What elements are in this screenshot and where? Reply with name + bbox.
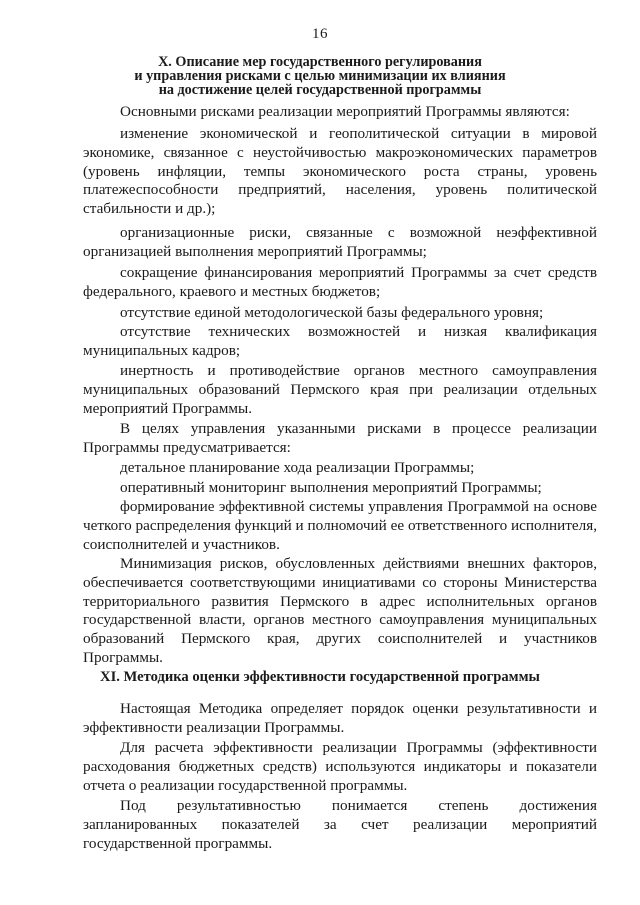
paragraph: Основными рисками реализации мероприятий Программы являются: (120, 103, 570, 120)
paragraph: отсутствие единой методологической базы федерального уровня; (120, 304, 544, 321)
paragraph: отсутствие технических возможностей и низкая квалификация муниципальных кадров; (83, 323, 597, 359)
paragraph: В целях управления указанными рисками в процессе реализации Программы предусматривается: (83, 420, 597, 456)
paragraph: инертность и противодействие органов местного самоуправления муниципальных образований Пермского края при реализации отдельных мероприятий Программы. (83, 362, 597, 417)
paragraph: оперативный мониторинг выполнения мероприятий Программы; (120, 479, 542, 496)
paragraph: формирование эффективной системы управления Программой на основе четкого распределения функций и полномочий ее ответственного исполнителя, соисполнителей и участников. (83, 498, 597, 553)
paragraph: Настоящая Методика определяет порядок оценки результативности и эффективности реализации Программы. (83, 700, 597, 736)
section-x-title-line: X. Описание мер государственного регулирования (158, 54, 482, 70)
section-x-title-line: на достижение целей государственной программы (158, 82, 482, 98)
paragraph: Минимизация рисков, обусловленных действиями внешних факторов, обеспечивается соответствующими инициативами со стороны Министерства территориального развития Пермского в адрес исполнительных органов государственной власти, органов местного самоуправления муниципальных образований Пермского края, других соисполнителей и участников Программы. (83, 555, 597, 666)
paragraph: детальное планирование хода реализации Программы; (120, 459, 475, 476)
section-xi-heading: XI. Методика оценки эффективности государственной программы (100, 669, 540, 685)
paragraph: Под результативностью понимается степень достижения запланированных показателей за счет реализации мероприятий государственной программы. (83, 797, 597, 852)
paragraph: изменение экономической и геополитической ситуации в мировой экономике, связанное с неустойчивостью макроэкономических параметров (уровень инфляции, темпы экономического роста страны, уровень платежеспособности предприятий, населения, уровень политической стабильности и др.); (83, 125, 597, 218)
paragraph: сокращение финансирования мероприятий Программы за счет средств федерального, краевого и местных бюджетов; (83, 264, 597, 300)
paragraph: организационные риски, связанные с возможной неэффективной организацией выполнения мероприятий Программы; (83, 224, 597, 260)
section-x-title-line: и управления рисками с целью минимизации их влияния (134, 68, 506, 84)
page-number: 16 (312, 26, 328, 42)
section-x-heading (0, 55, 640, 97)
paragraph: Для расчета эффективности реализации Программы (эффективности расходования бюджетных средств) используются индикаторы и показатели отчета о реализации государственной программы. (83, 739, 597, 794)
